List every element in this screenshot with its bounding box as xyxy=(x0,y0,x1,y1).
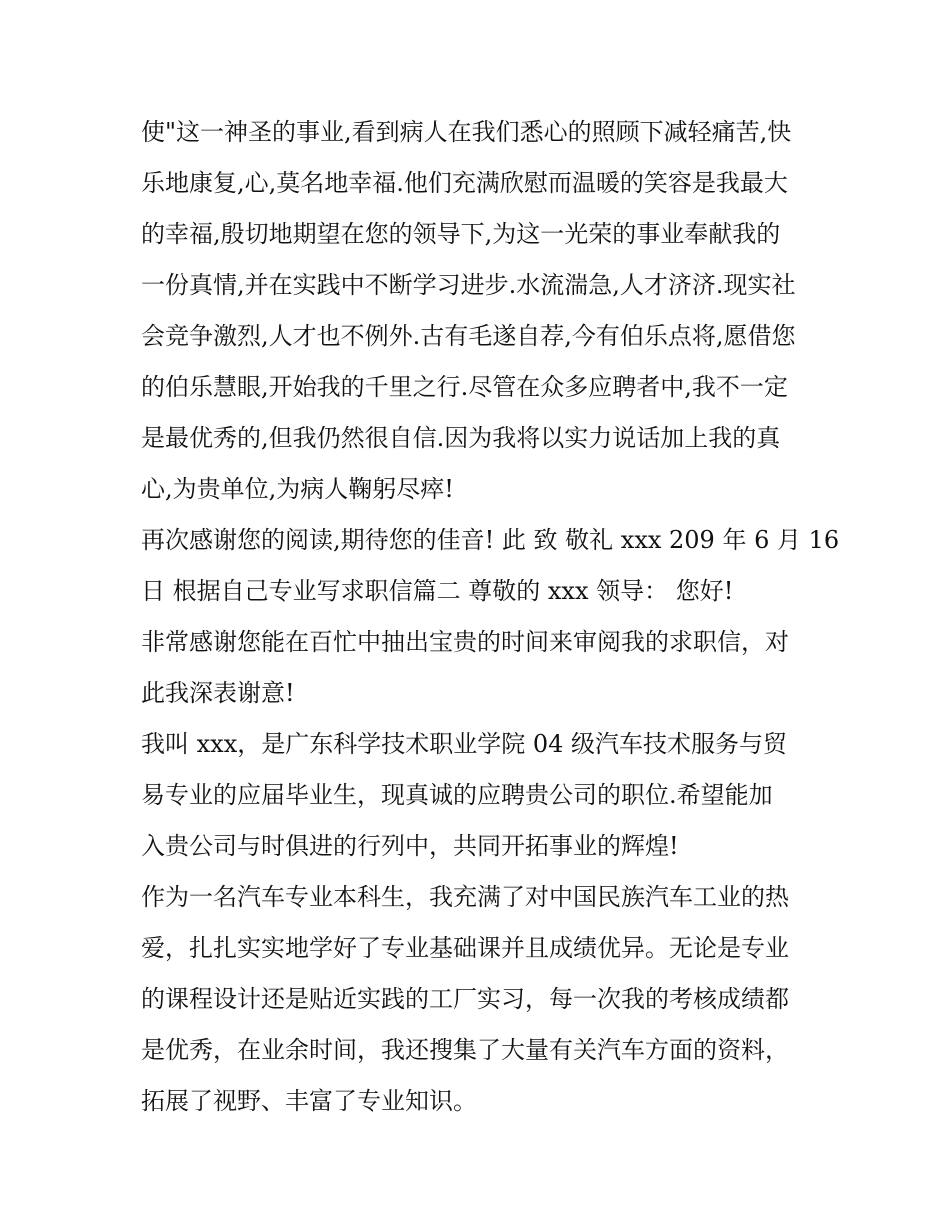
text-line: 乐地康复,心,莫名地幸福.他们充满欣慰而温暖的笑容是我最大 xyxy=(141,169,788,197)
text-line: 心,为贵单位,为病人鞠躬尽瘁! xyxy=(141,475,454,503)
text-line: 我叫 xxx，是广东科学技术职业学院 04 级汽车技术服务与贸 xyxy=(141,730,788,758)
text-line: 拓展了视野、丰富了专业知识。 xyxy=(141,1087,477,1115)
text-line: 此我深表谢意! xyxy=(141,679,295,707)
text-line: 入贵公司与时俱进的行列中，共同开拓事业的辉煌! xyxy=(141,832,679,860)
text-line: 易专业的应届毕业生，现真诚的应聘贵公司的职位.希望能加 xyxy=(141,781,773,809)
text-line: 非常感谢您能在百忙中抽出宝贵的时间来审阅我的求职信，对 xyxy=(141,628,789,656)
text-line: 再次感谢您的阅读,期待您的佳音! 此 致 敬礼 xxx 209 年 6 月 16 xyxy=(141,526,840,554)
text-line: 日 根据自己专业写求职信篇二 尊敬的 xxx 领导： 您好! xyxy=(141,577,734,605)
text-line: 的伯乐慧眼,开始我的千里之行.尽管在众多应聘者中,我不一定 xyxy=(141,373,788,401)
text-line: 的课程设计还是贴近实践的工厂实习，每一次我的考核成绩都 xyxy=(141,985,789,1013)
text-line: 使"这一神圣的事业,看到病人在我们悉心的照顾下减轻痛苦,快 xyxy=(141,118,792,146)
text-line: 是最优秀的,但我仍然很自信.因为我将以实力说话加上我的真 xyxy=(141,424,781,452)
text-line: 的幸福,殷切地期望在您的领导下,为这一光荣的事业奉献我的 xyxy=(141,220,781,248)
text-line: 是优秀，在业余时间，我还搜集了大量有关汽车方面的资料， xyxy=(141,1036,789,1064)
document-body xyxy=(141,107,840,1127)
text-line: 作为一名汽车专业本科生，我充满了对中国民族汽车工业的热 xyxy=(141,883,789,911)
text-line: 爱，扎扎实实地学好了专业基础课并且成绩优异。无论是专业 xyxy=(141,934,789,962)
text-line: 会竞争激烈,人才也不例外.古有毛遂自荐,今有伯乐点将,愿借您 xyxy=(141,322,796,350)
text-line: 一份真情,并在实践中不断学习进步.水流湍急,人才济济.现实社 xyxy=(141,271,796,299)
